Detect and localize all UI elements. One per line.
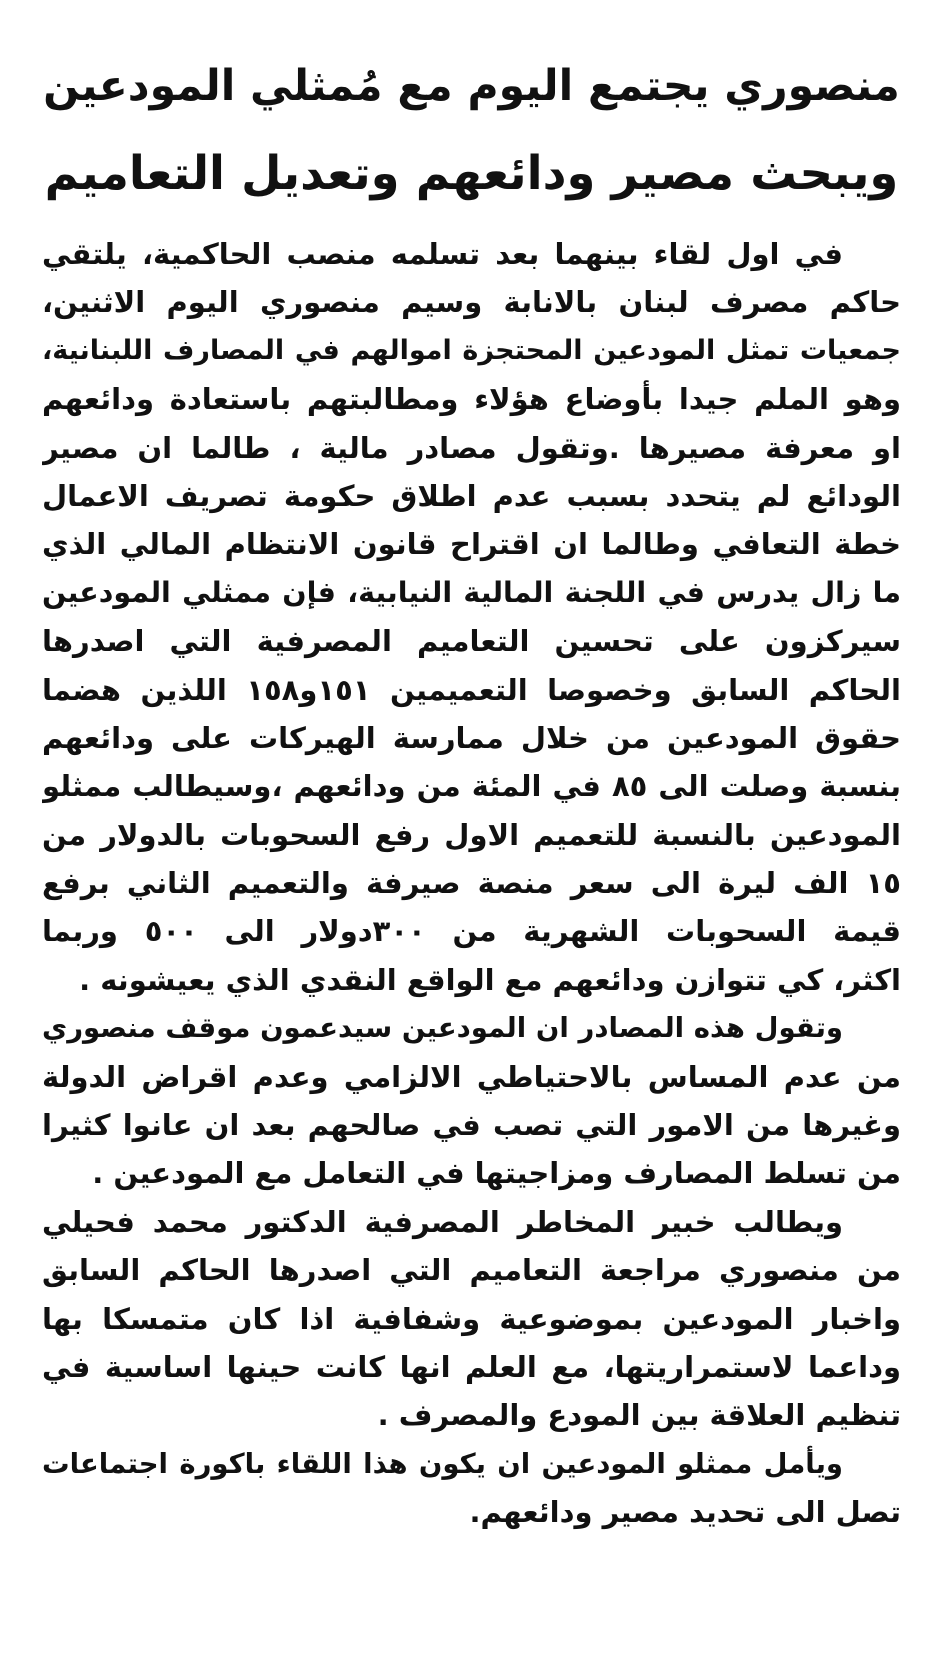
text-line: وهو الملم جيدا بأوضاع هؤلاء ومطالبتهم باستعادة ودائعهم [42,382,901,417]
text-line: حاكم مصرف لبنان بالانابة وسيم منصوري اليوم الاثنين، [42,285,901,320]
text-line: في اول لقاء بينهما بعد تسلمه منصب الحاكمية، يلتقي [42,237,843,271]
text-line: وتقول هذه المصادر ان المودعين سيدعمون موقف منصوري [42,1012,843,1045]
text-line: من منصوري مراجعة التعاميم التي اصدرها الحاكم السابق [42,1253,901,1288]
text-line: المودعين بالنسبة للتعميم الاول رفع السحوبات بالدولار من [42,817,901,852]
text-line: من عدم المساس بالاحتياطي الالزامي وعدم اقراض الدولة [42,1059,901,1094]
text-line: جمعيات تمثل المودعين المحتجزة اموالهم في المصارف اللبنانية، [42,334,901,366]
text-line: او معرفة مصيرها .وتقول مصادر مالية ، طالما ان مصير [42,430,901,465]
text-line: قيمة السحوبات الشهرية من ٣٠٠دولار الى ٥٠٠ وربما [42,914,901,949]
text-line: وغيرها من الامور التي تصب في صالحهم بعد ان عانوا كثيرا [42,1108,901,1143]
paragraph-4 [42,1440,901,1537]
text-line: خطة التعافي وطالما ان اقتراح قانون الانتظام المالي الذي [42,527,901,562]
paragraph-1 [42,230,901,1004]
text-line: تنظيم العلاقة بين المودع والمصرف . [377,1398,901,1433]
paragraph-3 [42,1198,901,1440]
text-line: سيركزون على تحسين التعاميم المصرفية التي اصدرها [42,624,901,659]
text-line: الودائع لم يتحدد بسبب عدم اطلاق حكومة تصريف الاعمال [42,478,901,513]
text-line: ما زال يدرس في اللجنة المالية النيابية، فإن ممثلي المودعين [42,575,901,609]
article-body [42,230,901,1537]
text-line: واخبار المودعين بموضوعية وشفافية اذا كان متمسكا بها [42,1301,901,1336]
headline-line-2: ويبحث مصير ودائعهم وتعديل التعاميم [44,146,899,200]
paragraph-2 [42,1004,901,1198]
headline-line-1: منصوري يجتمع اليوم مع مُمثلي المودعين [43,62,900,111]
text-line: تصل الى تحديد مصير ودائعهم. [469,1495,901,1530]
text-line: بنسبة وصلت الى ٨٥ في المئة من ودائعهم ،وسيطالب ممثلو [42,769,901,804]
text-line: الحاكم السابق وخصوصا التعميمين ١٥١و١٥٨ اللذين هضما [42,672,901,707]
headline [42,44,901,216]
text-line: وداعما لاستمراريتها، مع العلم انها كانت حينها اساسية في [42,1349,901,1384]
text-line: ويطالب خبير المخاطر المصرفية الدكتور محمد فحيلي [42,1204,843,1239]
text-line: من تسلط المصارف ومزاجيتها في التعامل مع المودعين . [92,1156,901,1191]
text-line: حقوق المودعين من خلال ممارسة الهيركات على ودائعهم [42,720,901,755]
text-line: اكثر، كي تتوازن ودائعهم مع الواقع النقدي الذي يعيشونه . [79,962,901,997]
text-line: ويأمل ممثلو المودعين ان يكون هذا اللقاء باكورة اجتماعات [42,1447,843,1480]
text-line: ١٥ الف ليرة الى سعر منصة صيرفة والتعميم الثاني برفع [42,866,901,901]
